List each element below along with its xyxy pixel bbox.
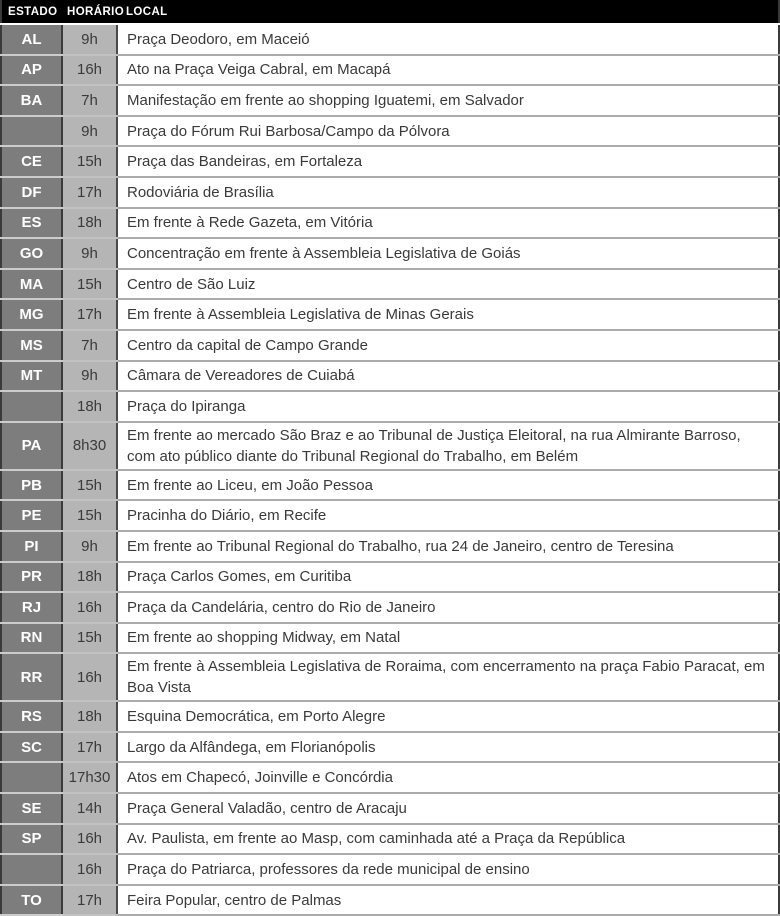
state-cell: SE: [1, 793, 62, 824]
table-row: [1, 208, 779, 239]
time-cell: 14h: [62, 793, 117, 824]
state-cell: CE: [1, 146, 62, 177]
local-cell: Praça General Valadão, centro de Aracaju: [117, 793, 779, 824]
time-cell: 15h: [62, 500, 117, 531]
column-header-local: LOCAL: [117, 0, 779, 24]
time-cell: 8h30: [62, 422, 117, 470]
local-cell: Rodoviária de Brasília: [117, 177, 779, 208]
table-header: [1, 0, 779, 24]
local-cell: Centro de São Luiz: [117, 269, 779, 300]
time-cell: 16h: [62, 592, 117, 623]
table-row: [1, 116, 779, 147]
local-cell: Em frente ao mercado São Braz e ao Tribunal de Justiça Eleitoral, na rua Almirante Barroso, com ato público diante do Tribunal Regional do Trabalho, em Belém: [117, 422, 779, 470]
local-cell: Manifestação em frente ao shopping Iguatemi, em Salvador: [117, 85, 779, 116]
state-cell: GO: [1, 238, 62, 269]
header-row: [1, 0, 779, 24]
table-row: [1, 562, 779, 593]
local-cell: Atos em Chapecó, Joinville e Concórdia: [117, 762, 779, 793]
time-cell: 17h30: [62, 762, 117, 793]
state-cell: BA: [1, 85, 62, 116]
local-cell: Praça do Ipiranga: [117, 391, 779, 422]
table-row: [1, 299, 779, 330]
time-cell: 15h: [62, 269, 117, 300]
state-cell: RS: [1, 701, 62, 732]
state-cell: RN: [1, 623, 62, 654]
state-cell: PB: [1, 470, 62, 501]
table-row: [1, 762, 779, 793]
state-cell: PR: [1, 562, 62, 593]
table-row: [1, 177, 779, 208]
table-row: [1, 854, 779, 885]
local-cell: Câmara de Vereadores de Cuiabá: [117, 361, 779, 392]
local-cell: Esquina Democrática, em Porto Alegre: [117, 701, 779, 732]
state-cell: [1, 116, 62, 147]
local-cell: Praça Carlos Gomes, em Curitiba: [117, 562, 779, 593]
state-cell: RR: [1, 653, 62, 701]
state-cell: RJ: [1, 592, 62, 623]
time-cell: 17h: [62, 177, 117, 208]
time-cell: 17h: [62, 732, 117, 763]
local-cell: Av. Paulista, em frente ao Masp, com caminhada até a Praça da República: [117, 824, 779, 855]
state-cell: [1, 391, 62, 422]
table-row: [1, 793, 779, 824]
table-row: [1, 85, 779, 116]
state-cell: AL: [1, 24, 62, 55]
local-cell: Em frente à Rede Gazeta, em Vitória: [117, 208, 779, 239]
local-cell: Praça do Patriarca, professores da rede municipal de ensino: [117, 854, 779, 885]
state-cell: MS: [1, 330, 62, 361]
table-row: [1, 55, 779, 86]
table-row: [1, 623, 779, 654]
local-cell: Em frente ao shopping Midway, em Natal: [117, 623, 779, 654]
time-cell: 18h: [62, 391, 117, 422]
time-cell: 9h: [62, 238, 117, 269]
table-row: [1, 500, 779, 531]
time-cell: 15h: [62, 623, 117, 654]
table-row: [1, 146, 779, 177]
state-cell: TO: [1, 885, 62, 916]
time-cell: 9h: [62, 361, 117, 392]
table-row: [1, 238, 779, 269]
state-cell: MG: [1, 299, 62, 330]
state-cell: AP: [1, 55, 62, 86]
state-cell: PE: [1, 500, 62, 531]
time-cell: 16h: [62, 824, 117, 855]
local-cell: Em frente ao Tribunal Regional do Trabalho, rua 24 de Janeiro, centro de Teresina: [117, 531, 779, 562]
table-row: [1, 885, 779, 916]
table-row: [1, 701, 779, 732]
time-cell: 16h: [62, 653, 117, 701]
local-cell: Feira Popular, centro de Palmas: [117, 885, 779, 916]
state-cell: SC: [1, 732, 62, 763]
table-body: [1, 24, 779, 915]
local-cell: Praça das Bandeiras, em Fortaleza: [117, 146, 779, 177]
table-row: [1, 24, 779, 55]
state-cell: [1, 854, 62, 885]
time-cell: 9h: [62, 24, 117, 55]
time-cell: 18h: [62, 208, 117, 239]
state-cell: DF: [1, 177, 62, 208]
state-cell: MT: [1, 361, 62, 392]
time-cell: 16h: [62, 854, 117, 885]
local-cell: Praça da Candelária, centro do Rio de Janeiro: [117, 592, 779, 623]
column-header-estado: ESTADO: [1, 0, 62, 24]
local-cell: Em frente à Assembleia Legislativa de Roraima, com encerramento na praça Fabio Paracat, em Boa Vista: [117, 653, 779, 701]
time-cell: 15h: [62, 470, 117, 501]
state-cell: [1, 762, 62, 793]
local-cell: Em frente ao Liceu, em João Pessoa: [117, 470, 779, 501]
local-cell: Em frente à Assembleia Legislativa de Minas Gerais: [117, 299, 779, 330]
local-cell: Centro da capital de Campo Grande: [117, 330, 779, 361]
time-cell: 15h: [62, 146, 117, 177]
time-cell: 18h: [62, 701, 117, 732]
local-cell: Praça Deodoro, em Maceió: [117, 24, 779, 55]
column-header-horario: HORÁRIO: [62, 0, 117, 24]
table-row: [1, 391, 779, 422]
local-cell: Largo da Alfândega, em Florianópolis: [117, 732, 779, 763]
table-row: [1, 824, 779, 855]
state-cell: ES: [1, 208, 62, 239]
time-cell: 7h: [62, 85, 117, 116]
local-cell: Ato na Praça Veiga Cabral, em Macapá: [117, 55, 779, 86]
state-cell: PI: [1, 531, 62, 562]
table-row: [1, 330, 779, 361]
time-cell: 9h: [62, 116, 117, 147]
time-cell: 18h: [62, 562, 117, 593]
local-cell: Concentração em frente à Assembleia Legislativa de Goiás: [117, 238, 779, 269]
table-row: [1, 732, 779, 763]
table-row: [1, 361, 779, 392]
state-cell: PA: [1, 422, 62, 470]
time-cell: 17h: [62, 885, 117, 916]
table-row: [1, 470, 779, 501]
table-row: [1, 422, 779, 470]
time-cell: 16h: [62, 55, 117, 86]
state-cell: SP: [1, 824, 62, 855]
time-cell: 7h: [62, 330, 117, 361]
local-cell: Praça do Fórum Rui Barbosa/Campo da Pólvora: [117, 116, 779, 147]
local-cell: Pracinha do Diário, em Recife: [117, 500, 779, 531]
table-row: [1, 592, 779, 623]
time-cell: 9h: [62, 531, 117, 562]
table-row: [1, 269, 779, 300]
state-cell: MA: [1, 269, 62, 300]
time-cell: 17h: [62, 299, 117, 330]
table-row: [1, 531, 779, 562]
table-row: [1, 653, 779, 701]
